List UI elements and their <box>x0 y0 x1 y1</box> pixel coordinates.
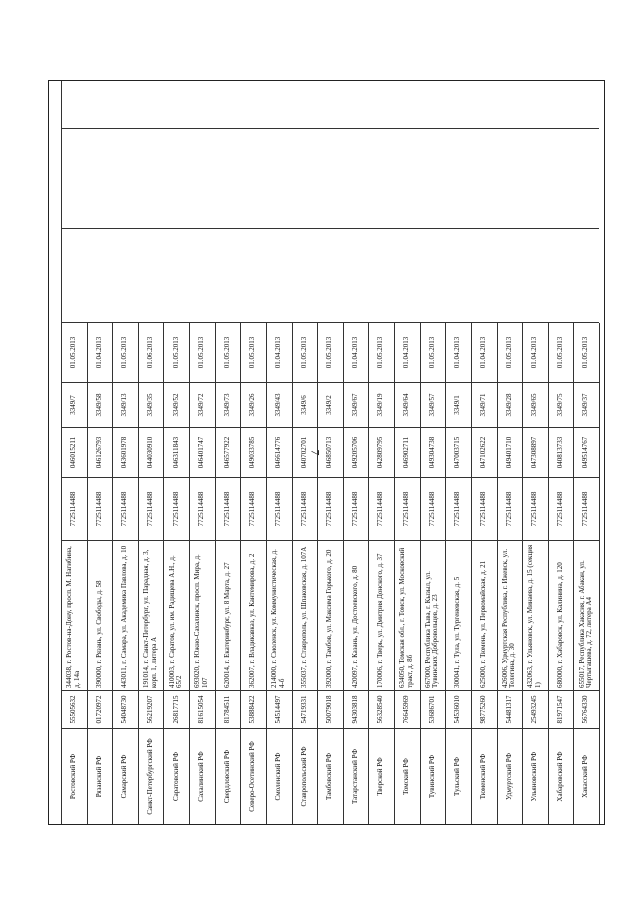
bik-cell: 046577922 <box>215 428 241 478</box>
region-cell: Тюменский РФ <box>478 753 487 800</box>
number-cell: 3349/72 <box>189 383 215 428</box>
inn-cell: 7725114488 <box>215 478 241 541</box>
empty-col-1 <box>317 322 343 323</box>
bik-cell: 049205706 <box>343 428 369 478</box>
bik-cell: 042809795 <box>368 428 394 478</box>
date-cell: 01.04.2013 <box>394 323 420 383</box>
empty-col-2 <box>112 228 138 229</box>
address-cell: 410003, г. Саратов, ул. им. Радищева А.Н., д. 65/2 <box>163 541 189 691</box>
address-cell: 420097, г. Казань, ул. Достоевского, д. 80 <box>343 541 369 691</box>
empty-col-1 <box>394 322 420 323</box>
region-cell: Санкт-Петербургский РФ <box>145 738 154 815</box>
region-cell: Тверской РФ <box>376 757 385 796</box>
bik-cell: 047102622 <box>471 428 497 478</box>
table-row <box>163 81 189 824</box>
region-cell: Смоленский РФ <box>273 752 282 801</box>
date-cell: 01.05.2013 <box>368 323 394 383</box>
empty-col-3 <box>215 128 241 129</box>
table-row <box>573 81 599 824</box>
empty-col-1 <box>497 322 523 323</box>
empty-col-3 <box>266 128 292 129</box>
bik-cell: 046311843 <box>163 428 189 478</box>
region-cell: Хабаровский РФ <box>555 751 564 802</box>
address-cell: 344038, г. Ростов-на-Дону, просп. М. Нагибина, д. 14а <box>61 541 87 691</box>
address-cell: 443011, г. Самара, ул. Академика Павлова, д. 10 <box>112 541 138 691</box>
date-cell: 01.05.2013 <box>163 323 189 383</box>
code-cell: 81615054 <box>189 691 215 729</box>
empty-col-3 <box>343 128 369 129</box>
empty-col-2 <box>343 228 369 229</box>
empty-col-1 <box>573 322 599 323</box>
empty-col-1 <box>292 322 318 323</box>
inn-cell: 7725114488 <box>138 478 164 541</box>
empty-col-2 <box>497 228 523 229</box>
bik-cell: 046850713 <box>317 428 343 478</box>
date-cell: 01.04.2013 <box>87 323 113 383</box>
row-rule <box>599 323 600 824</box>
inn-cell: 7725114488 <box>112 478 138 541</box>
number-cell: 3349/6 <box>292 383 318 428</box>
code-cell: 53686701 <box>420 691 446 729</box>
empty-col-2 <box>189 228 215 229</box>
region-cell: Самарский РФ <box>120 754 129 799</box>
address-cell: 390000, г. Рязань, ул. Свободы, д. 58 <box>87 541 113 691</box>
region-cell: Ставропольский РФ <box>299 746 308 807</box>
number-cell: 3349/28 <box>497 383 523 428</box>
empty-col-3 <box>445 128 471 129</box>
inn-cell: 7725114488 <box>317 478 343 541</box>
date-cell: 01.05.2013 <box>573 323 599 383</box>
table-row <box>61 81 87 824</box>
number-cell: 3349/67 <box>343 383 369 428</box>
empty-col-1 <box>240 322 266 323</box>
table-row <box>394 81 420 824</box>
empty-col-3 <box>497 128 523 129</box>
page-number: 7 <box>308 449 323 456</box>
code-cell: 50079018 <box>317 691 343 729</box>
inn-cell: 7725114488 <box>240 478 266 541</box>
code-cell: 56219207 <box>138 691 164 729</box>
table-row <box>497 81 523 824</box>
number-cell: 3349/65 <box>522 383 548 428</box>
date-cell: 01.04.2013 <box>343 323 369 383</box>
date-cell: 01.05.2013 <box>420 323 446 383</box>
table-row <box>87 81 113 824</box>
bik-cell: 040813733 <box>548 428 574 478</box>
region-cell: Сахалинский РФ <box>197 751 206 802</box>
address-cell: 655017, Республика Хакасия, г. Абакан, ул. Чертыгашева, д. 72, литера А4 <box>573 541 599 691</box>
table-row <box>138 81 164 824</box>
code-cell: 81784511 <box>215 691 241 729</box>
number-cell: 3349/19 <box>368 383 394 428</box>
number-cell: 3349/58 <box>87 383 113 428</box>
empty-col-1 <box>112 322 138 323</box>
date-cell: 01.04.2013 <box>266 323 292 383</box>
bik-cell: 049304738 <box>420 428 446 478</box>
code-cell: 26817715 <box>163 691 189 729</box>
bik-cell: 049401710 <box>497 428 523 478</box>
empty-col-3 <box>394 128 420 129</box>
empty-col-2 <box>317 228 343 229</box>
date-cell: 01.04.2013 <box>471 323 497 383</box>
empty-col-3 <box>573 128 599 129</box>
region-cell: Рязанский РФ <box>94 755 103 798</box>
empty-col-2 <box>292 228 318 229</box>
number-cell: 3349/75 <box>548 383 574 428</box>
empty-col-3 <box>61 128 87 129</box>
bik-cell: 046902711 <box>394 428 420 478</box>
empty-col-2 <box>420 228 446 229</box>
branch-table <box>48 80 605 825</box>
inn-cell: 7725114488 <box>445 478 471 541</box>
region-cell: Саратовский РФ <box>171 752 180 801</box>
bik-cell: 049514767 <box>573 428 599 478</box>
inn-cell: 7725114488 <box>573 478 599 541</box>
empty-col-2 <box>522 228 548 229</box>
inn-cell: 7725114488 <box>292 478 318 541</box>
address-cell: 680000, г. Хабаровск, ул. Калинина, д. 120 <box>548 541 574 691</box>
code-cell: 25493245 <box>522 691 548 729</box>
date-cell: 01.05.2013 <box>189 323 215 383</box>
date-cell: 01.04.2013 <box>522 323 548 383</box>
empty-col-3 <box>87 128 113 129</box>
bik-cell: 047003715 <box>445 428 471 478</box>
region-cell: Тувинский РФ <box>427 754 436 799</box>
table-row <box>420 81 446 824</box>
empty-col-2 <box>471 228 497 229</box>
empty-col-3 <box>240 128 266 129</box>
bik-cell: 046401747 <box>189 428 215 478</box>
date-cell: 01.05.2013 <box>215 323 241 383</box>
bik-cell: 046015211 <box>61 428 87 478</box>
date-cell: 01.05.2013 <box>548 323 574 383</box>
empty-col-2 <box>87 228 113 229</box>
address-cell: 667000, Республика Тыва, г. Кызыл, ул. Тувинских Добровольцев, д. 23 <box>420 541 446 691</box>
number-cell: 3349/2 <box>317 383 343 428</box>
date-cell: 01.04.2013 <box>445 323 471 383</box>
address-cell: 426006, Удмуртская Республика, г. Ижевск, ул. Телегина, д. 30 <box>497 541 523 691</box>
table-row <box>317 81 343 824</box>
empty-col-3 <box>522 128 548 129</box>
table-row <box>240 81 266 824</box>
empty-col-1 <box>163 322 189 323</box>
table-row <box>548 81 574 824</box>
code-cell: 76645969 <box>394 691 420 729</box>
date-cell: 01.05.2013 <box>112 323 138 383</box>
empty-col-1 <box>138 322 164 323</box>
inn-cell: 7725114488 <box>189 478 215 541</box>
address-cell: 170006, г. Тверь, ул. Дмитрия Донского, д. 37 <box>368 541 394 691</box>
bik-cell: 047308897 <box>522 428 548 478</box>
empty-col-1 <box>215 322 241 323</box>
table-row <box>522 81 548 824</box>
inn-cell: 7725114488 <box>394 478 420 541</box>
date-cell: 01.05.2013 <box>292 323 318 383</box>
empty-col-3 <box>112 128 138 129</box>
address-cell: 392000, г. Тамбов, ул. Максима Горького, д. 20 <box>317 541 343 691</box>
table-row <box>471 81 497 824</box>
address-cell: 362007, г. Владикавказ, ул. Кантемирова, д. 2 <box>240 541 266 691</box>
empty-col-2 <box>573 228 599 229</box>
date-cell: 01.05.2013 <box>61 323 87 383</box>
empty-col-1 <box>189 322 215 323</box>
empty-col-1 <box>343 322 369 323</box>
number-cell: 3349/7 <box>61 383 87 428</box>
empty-col-3 <box>317 128 343 129</box>
code-cell: 53888422 <box>240 691 266 729</box>
bik-cell: 049033785 <box>240 428 266 478</box>
table-row <box>343 81 369 824</box>
inn-cell: 7725114488 <box>343 478 369 541</box>
region-cell: Ростовский РФ <box>69 753 78 800</box>
empty-col-2 <box>240 228 266 229</box>
region-cell: Свердловский РФ <box>222 749 231 804</box>
table-row <box>189 81 215 824</box>
empty-col-2 <box>368 228 394 229</box>
inn-cell: 7725114488 <box>163 478 189 541</box>
address-cell: 693020, г. Южно-Сахалинск, просп. Мира, д. 107 <box>189 541 215 691</box>
address-cell: 625000, г. Тюмень, ул. Первомайская, д. 21 <box>471 541 497 691</box>
empty-col-1 <box>522 322 548 323</box>
table-row <box>215 81 241 824</box>
code-cell: 54719331 <box>292 691 318 729</box>
number-cell: 3349/13 <box>112 383 138 428</box>
empty-col-3 <box>189 128 215 129</box>
address-cell: 432063, г. Ульяновск, ул. Минаева, д. 15 (секция 1) <box>522 541 548 691</box>
bik-cell: 046614776 <box>266 428 292 478</box>
code-cell: 54536010 <box>445 691 471 729</box>
table-row <box>112 81 138 824</box>
empty-col-3 <box>163 128 189 129</box>
inn-cell: 7725114488 <box>497 478 523 541</box>
region-cell: Хакасский РФ <box>581 755 590 798</box>
empty-col-2 <box>138 228 164 229</box>
empty-col-3 <box>138 128 164 129</box>
empty-col-2 <box>394 228 420 229</box>
region-cell: Тульский РФ <box>453 757 462 796</box>
table-row <box>368 81 394 824</box>
table-row <box>292 81 318 824</box>
empty-col-3 <box>548 128 574 129</box>
date-cell: 01.06.2013 <box>138 323 164 383</box>
empty-col-2 <box>163 228 189 229</box>
number-cell: 3349/1 <box>445 383 471 428</box>
number-cell: 3349/52 <box>163 383 189 428</box>
empty-col-2 <box>215 228 241 229</box>
address-cell: 620014, г. Екатеринбург, ул. 8 Марта, д. 27 <box>215 541 241 691</box>
region-cell: Томский РФ <box>402 758 411 795</box>
code-cell: 94303818 <box>343 691 369 729</box>
region-cell: Ульяновский РФ <box>530 751 539 802</box>
empty-col-1 <box>87 322 113 323</box>
inn-cell: 7725114488 <box>61 478 87 541</box>
date-cell: 01.05.2013 <box>240 323 266 383</box>
address-cell: 191014, г. Санкт-Петербург, ул. Парадная, д. 3, корп. 1, литера А <box>138 541 164 691</box>
region-cell: Северо-Осетинский РФ <box>248 741 257 812</box>
number-cell: 3349/26 <box>240 383 266 428</box>
address-cell: 214000, г. Смоленск, ул. Коммунистическая, д. 4-б <box>266 541 292 691</box>
empty-col-2 <box>548 228 574 229</box>
empty-col-3 <box>471 128 497 129</box>
region-cell: Татарстанский РФ <box>350 749 359 804</box>
empty-col-3 <box>292 128 318 129</box>
empty-col-1 <box>445 322 471 323</box>
inn-cell: 7725114488 <box>420 478 446 541</box>
inn-cell: 7725114488 <box>522 478 548 541</box>
number-cell: 3349/57 <box>420 383 446 428</box>
address-cell: 634050, Томская обл., г. Томск, ул. Московский тракт, д. 8б <box>394 541 420 691</box>
code-cell: 81971547 <box>548 691 574 729</box>
empty-col-2 <box>266 228 292 229</box>
empty-col-1 <box>420 322 446 323</box>
number-cell: 3349/37 <box>573 383 599 428</box>
date-cell: 01.05.2013 <box>497 323 523 383</box>
empty-col-1 <box>266 322 292 323</box>
bik-cell: 043601978 <box>112 428 138 478</box>
region-cell: Удмуртский РФ <box>504 752 513 801</box>
address-cell: 355037, г. Ставрополь, ул. Шпаковская, д. 107А <box>292 541 318 691</box>
inn-cell: 7725114488 <box>471 478 497 541</box>
inn-cell: 7725114488 <box>87 478 113 541</box>
code-cell: 01720972 <box>87 691 113 729</box>
address-cell: 300041, г. Тула, ул. Тургеневская, д. 5 <box>445 541 471 691</box>
inn-cell: 7725114488 <box>266 478 292 541</box>
inn-cell: 7725114488 <box>548 478 574 541</box>
number-cell: 3349/71 <box>471 383 497 428</box>
table-row <box>266 81 292 824</box>
code-cell: 55505632 <box>61 691 87 729</box>
empty-col-3 <box>420 128 446 129</box>
inn-cell: 7725114488 <box>368 478 394 541</box>
code-cell: 56764330 <box>573 691 599 729</box>
empty-col-1 <box>61 322 87 323</box>
code-cell: 54514497 <box>266 691 292 729</box>
date-cell: 01.05.2013 <box>317 323 343 383</box>
code-cell: 56328540 <box>368 691 394 729</box>
number-cell: 3349/43 <box>266 383 292 428</box>
empty-col-3 <box>368 128 394 129</box>
code-cell: 54481317 <box>497 691 523 729</box>
code-cell: 54048730 <box>112 691 138 729</box>
number-cell: 3349/73 <box>215 383 241 428</box>
empty-col-1 <box>368 322 394 323</box>
region-cell: Тамбовский РФ <box>325 752 334 801</box>
number-cell: 3349/64 <box>394 383 420 428</box>
empty-col-2 <box>61 228 87 229</box>
code-cell: 98775260 <box>471 691 497 729</box>
bik-cell: 044030910 <box>138 428 164 478</box>
number-cell: 3349/35 <box>138 383 164 428</box>
empty-col-2 <box>445 228 471 229</box>
table-row <box>445 81 471 824</box>
bik-cell: 040702701 <box>292 428 318 478</box>
empty-col-1 <box>548 322 574 323</box>
empty-col-1 <box>471 322 497 323</box>
bik-cell: 046126793 <box>87 428 113 478</box>
